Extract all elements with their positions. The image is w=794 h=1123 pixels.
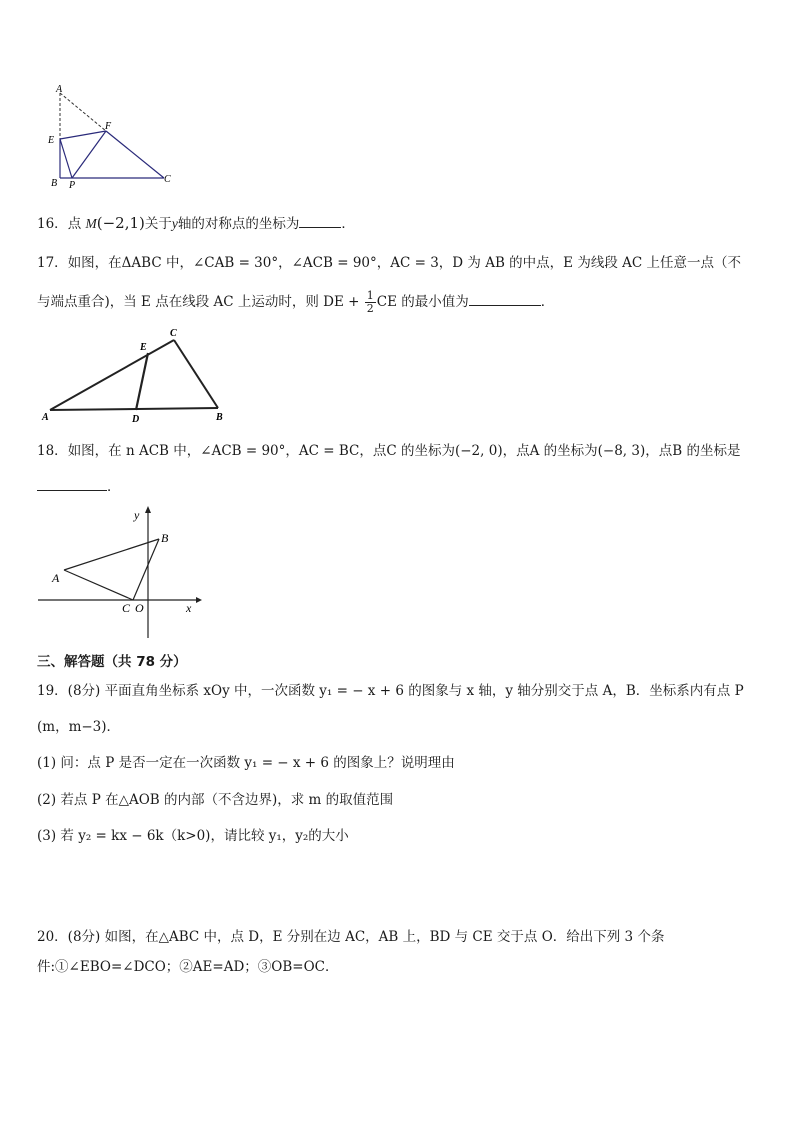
question-20-line1: 20．(8分) 如图，在△ABC 中，点 D，E 分别在边 AC，AB 上，BD 与 CE 交于点 O．给出下列 3 个条	[37, 929, 665, 945]
label-C: C	[164, 174, 171, 185]
question-17-line2: 与端点重合)，当 E 点在线段 AC 上运动时，则 DE + $\frac{1}{2}$ CE 的最小值为 ．	[37, 289, 555, 315]
label-C: C	[170, 328, 177, 339]
question-17-line1: 17．如图，在ΔABC 中，∠CAB = 30°，∠ACB = 90°，AC = 3，D 为 AB 的中点，E 为线段 AC 上任意一点（不	[37, 255, 741, 271]
label-E: E	[48, 135, 55, 146]
question-18-line2: ．	[37, 478, 121, 496]
edge-AC	[50, 340, 174, 410]
label-O: O	[135, 601, 144, 615]
question-18-line1: 18．如图，在 n ACB 中，∠ACB = 90°，AC = BC，点C 的坐标为(−2, 0)，点A 的坐标为(−8, 3)，点B 的坐标是	[37, 443, 741, 459]
fraction-one-half: $\frac{1}{2}$	[366, 289, 374, 315]
label-A: A	[42, 412, 49, 423]
figure-q17	[38, 326, 238, 424]
label-x: x	[186, 601, 192, 615]
edge-AC	[64, 570, 133, 600]
label-C: C	[122, 601, 131, 615]
y-axis-arrow	[145, 506, 151, 513]
edge-AF-dashed	[60, 93, 106, 131]
question-19-sub3: (3) 若 y₂ = kx − 6k（k>0)，请比较 y₁，y₂的大小	[37, 828, 349, 844]
edge-AB	[64, 539, 159, 570]
figure-q15	[40, 82, 180, 192]
edge-EP	[60, 139, 72, 178]
question-16: 16．点 M(−2,1)关于y轴的对称点的坐标为 ．	[37, 214, 355, 232]
label-A: A	[52, 571, 60, 585]
answer-blank-18[interactable]	[37, 478, 107, 491]
label-y: y	[134, 508, 140, 522]
edge-FC	[106, 131, 164, 178]
figure-q18	[36, 504, 206, 642]
answer-blank-17[interactable]	[469, 293, 541, 306]
label-P: P	[69, 180, 76, 191]
question-19-sub2: (2) 若点 P 在△AOB 的内部（不含边界)，求 m 的取值范围	[37, 792, 394, 808]
edge-CB	[174, 340, 218, 408]
edge-EF	[60, 131, 106, 139]
question-20-line2: 件:①∠EBO=∠DCO；②AE=AD；③OB=OC．	[37, 959, 339, 975]
edge-CB	[133, 539, 159, 600]
answer-blank-16[interactable]	[299, 215, 341, 228]
question-19-line2: (m，m−3)．	[37, 719, 121, 735]
label-A: A	[56, 84, 63, 95]
label-F: F	[105, 121, 112, 132]
label-B: B	[161, 531, 169, 545]
question-19-sub1: (1) 问：点 P 是否一定在一次函数 y₁ = − x + 6 的图象上？说明理由	[37, 755, 455, 771]
label-E: E	[140, 342, 147, 353]
section-title: 三、解答题（共 78 分）	[37, 654, 187, 670]
label-B: B	[216, 412, 223, 423]
question-19-line1: 19．(8分) 平面直角坐标系 xOy 中，一次函数 y₁ = − x + 6 的图象与 x 轴，y 轴分别交于点 A，B．坐标系内有点 P	[37, 683, 744, 699]
label-B: B	[51, 178, 58, 189]
label-D: D	[132, 414, 140, 424]
x-axis-arrow	[196, 597, 202, 603]
edge-AB	[50, 408, 218, 410]
edge-PF	[72, 131, 106, 178]
